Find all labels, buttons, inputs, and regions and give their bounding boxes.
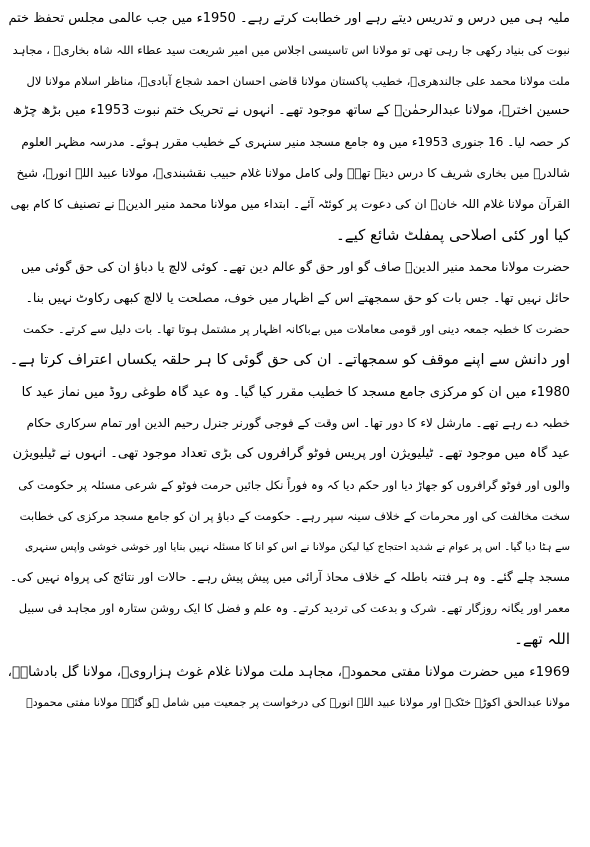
paragraph xyxy=(8,252,570,375)
text-line: حضرت کا خطبہ جمعہ دینی اور قومی معاملات میں بےباکانہ اظہار پر مشتمل ہوتا تھا۔ بات دلیل سے کرتے۔ حکمت xyxy=(22,321,570,336)
paragraph xyxy=(8,657,570,719)
text-line: حسین اخترؒ، مولانا عبدالرحمٰنؒ کے ساتھ موجود تھے۔ انہوں نے تحریک ختم نبوت 1953ء میں بڑھ چڑھ xyxy=(12,103,570,119)
text-line: القرآن مولانا غلام اللہ خانؒ ان کی دعوت پر کوئٹہ آئے۔ ابتداء میں مولانا محمد منیر الدینؒ نے تصنیف کا کام بھی xyxy=(10,196,570,211)
text-line: سے ہٹا دیا گیا۔ اس پر عوام نے شدید احتجاج کیا لیکن مولانا نے اس کو انا کا مسئلہ نہیں بنایا اور خوشی خوشی واپس سنہری xyxy=(25,540,570,553)
text-line: معمر اور یگانہ روزگار تھے۔ شرک و بدعت کی تردید کرتے۔ وہ علم و فضل کا ایک روشن ستارہ اور مجاہد فی سبیل xyxy=(18,601,570,616)
text-line: سخت مخالفت کی اور محرمات کے خلاف سینہ سپر رہے۔ حکومت کے دباؤ پر ان کو جامع مسجد مرکزی کی خطابت xyxy=(19,508,570,523)
text-line: نبوت کی بنیاد رکھی جا رہی تھی تو مولانا اس تاسیسی اجلاس میں امیر شریعت سید عطاء اللہ شاہ بخاریؒ ، مجاہد xyxy=(12,42,570,57)
text-line: کر حصہ لیا۔ 16 جنوری 1953ء میں وہ جامع مسجد منیر سنہری کے خطیب مقرر ہوئے۔ مدرسہ مظہر العلوم xyxy=(21,135,570,150)
text-line: اللہ تھے۔ xyxy=(514,629,570,648)
paragraph xyxy=(8,4,570,250)
text-line: مولانا عبدالحق اکوڑہ خٹکؒ اور مولانا عبید اللہ انورؒ کی درخواست پر جمعیت میں شامل ہو گئے۔ مولانا مفتی محمودؒ xyxy=(26,695,570,709)
text-line: عید گاہ میں موجود تھے۔ ٹیلیویژن اور پریس فوٹو گرافروں کی بڑی تعداد موجود تھی۔ انہوں نے ٹیلیویژن xyxy=(12,446,570,462)
text-line: شالدرہ میں بخاری شریف کا درس دیتے تھے۔ ولی کامل مولانا غلام حبیب نقشبندیؒ، مولانا عبید اللہ انورؒ، شیخ xyxy=(16,165,570,180)
text-line: اور دانش سے اپنے موقف کو سمجھاتے۔ ان کی حق گوئی کا ہر حلقہ یکساں اعتراف کرتا ہے۔ xyxy=(9,351,570,368)
text-line: حائل نہیں تھا۔ جس بات کو حق سمجھتے اس کے اظہار میں خوف، مصلحت یا لالچ کبھی رکاوٹ نہیں بنا۔ xyxy=(25,290,570,306)
text-line: 1980ء میں ان کو مرکزی جامع مسجد کا خطیب مقرر کیا گیا۔ وہ عید گاہ طوغی روڈ میں نماز عید کا xyxy=(21,384,570,400)
text-line: 1969ء میں حضرت مولانا مفتی محمودؒ، مجاہد ملت مولانا غلام غوث ہزارویؒ، مولانا گل بادشاہؒ، xyxy=(8,663,570,680)
text-line: خطبہ دے رہے تھے۔ مارشل لاء کا دور تھا۔ اس وقت کے فوجی گورنر جنرل رحیم الدین اور تمام سرکاری حکام xyxy=(26,416,570,431)
text-line: مسجد چلے گئے۔ وہ ہر فتنہ باطلہ کے خلاف محاذ آرائی میں پیش پیش رہے۔ حالات اور نتائج کی پرواہ نہیں کی۔ xyxy=(9,570,570,585)
text-line: ملیہ ہی میں درس و تدریس دیتے رہے اور خطابت کرتے رہے۔ 1950ء میں جب عالمی مجلس تحفظ ختم xyxy=(8,11,570,26)
text-line: حضرت مولانا محمد منیر الدینؒ صاف گو اور حق گو عالم دین تھے۔ کوئی لالچ یا دباؤ ان کی حق گوئی میں xyxy=(21,259,570,275)
text-line: ملت مولانا محمد علی جالندھریؒ، خطیب پاکستان مولانا قاضی احسان احمد شجاع آبادیؒ، مناظر اسلام مولانا لال xyxy=(26,73,570,88)
text-line: کیا اور کئی اصلاحی پمفلٹ شائع کیے۔ xyxy=(336,225,570,244)
text-line: والوں اور فوٹو گرافروں کو جھاڑ دیا اور حکم دیا کہ وہ فوراً نکل جائیں حرمت فوٹو کے شرعی مسئلہ پر حکومت کی xyxy=(18,477,570,492)
paragraph xyxy=(8,378,570,655)
